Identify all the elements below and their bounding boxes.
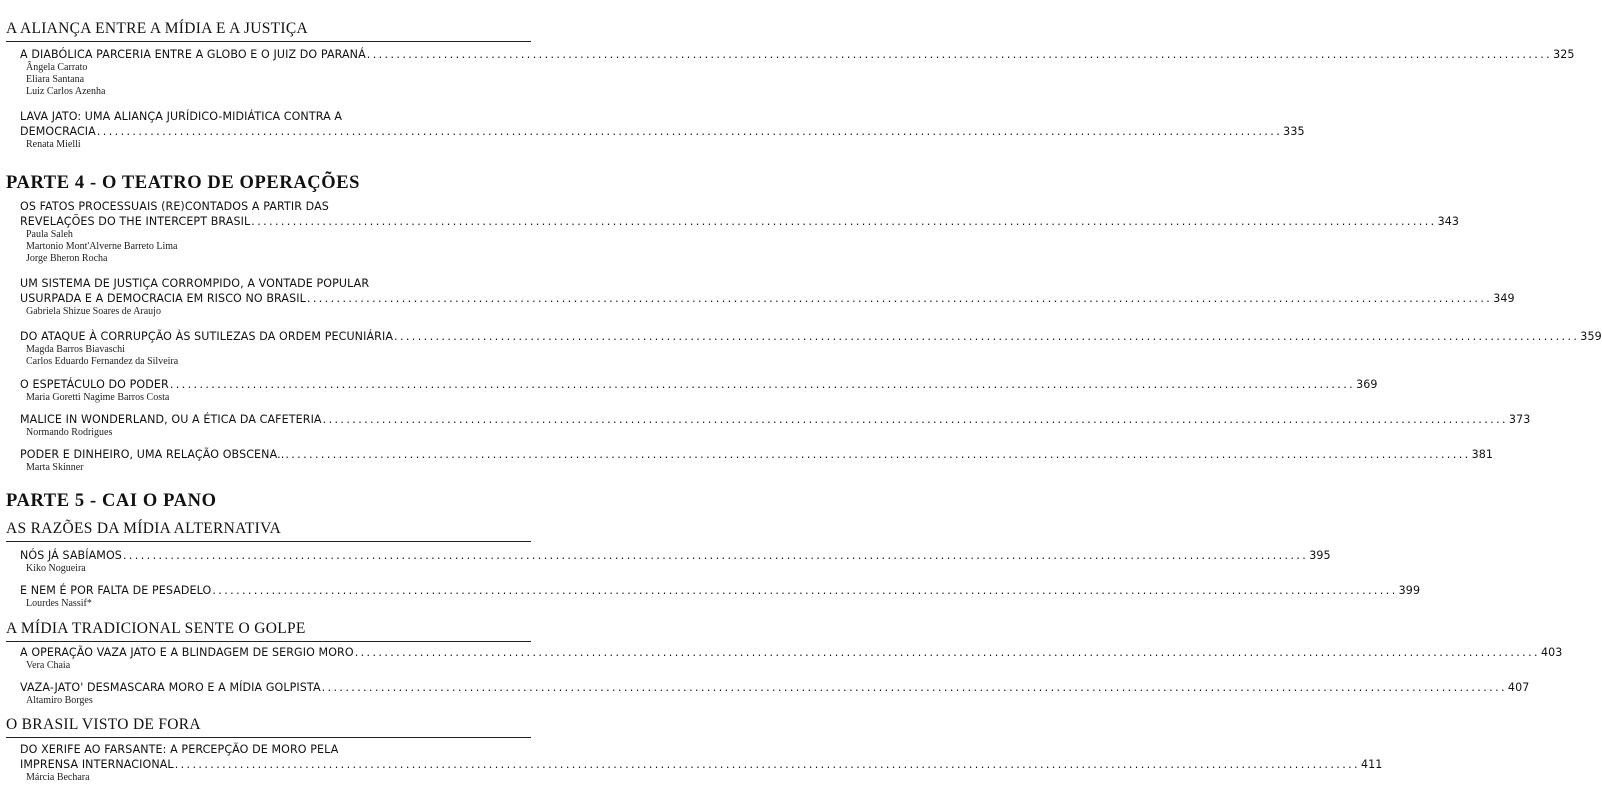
dot-leader: ........................................................................................................................................................................................................ — [394, 330, 1580, 343]
dot-leader: ........................................................................................................................................................................................................ — [96, 125, 1283, 138]
entry-title-line — [20, 377, 1378, 392]
entry-title-line — [20, 199, 525, 214]
toc-entry[interactable] — [20, 276, 1515, 318]
page-number: 349 — [1493, 292, 1515, 305]
entry-title-line — [20, 447, 1494, 462]
entry-title-line — [20, 124, 1305, 139]
entry-title: DEMOCRACIA — [20, 125, 96, 138]
section-heading — [6, 20, 531, 38]
entry-author: Paula Saleh — [26, 229, 73, 240]
section-heading — [6, 620, 531, 638]
page-number: 359 — [1580, 330, 1602, 343]
toc-entry[interactable] — [20, 377, 1378, 404]
page-number: 373 — [1508, 413, 1531, 426]
dot-leader: ........................................................................................................................................................................................................ — [174, 758, 1360, 771]
section-underline — [6, 641, 531, 642]
entry-author: Maria Goretti Nagime Barros Costa — [26, 392, 170, 403]
entry-author: Luiz Carlos Azenha — [26, 86, 106, 98]
dot-leader: ........................................................................................................................................................................................................ — [321, 681, 1507, 694]
entry-author: Eliara Santana — [26, 74, 85, 86]
toc-entry[interactable] — [20, 109, 1305, 151]
entry-author: Ângela Carrato — [26, 62, 88, 73]
dot-leader: ........................................................................................................................................................................................................ — [169, 378, 1356, 391]
page-number: 407 — [1507, 681, 1530, 694]
entry-author: Kiko Nogueira — [26, 563, 86, 574]
toc-entry[interactable] — [20, 447, 1494, 474]
entry-title-line — [20, 680, 1530, 695]
toc-entry[interactable] — [20, 199, 1460, 266]
toc-entry[interactable] — [20, 412, 1531, 439]
toc-entry[interactable] — [20, 47, 1575, 99]
entry-title: A OPERAÇÃO VAZA JATO E A BLINDAGEM DE SERGIO MORO — [20, 646, 354, 659]
toc-entry[interactable] — [20, 583, 1421, 610]
entry-title-line — [20, 742, 525, 757]
entry-title: O ESPETÁCULO DO PODER — [20, 378, 169, 391]
entry-title: NÓS JÁ SABÍAMOS — [20, 549, 122, 562]
entry-title: PODER E DINHEIRO, UMA RELAÇÃO OBSCENA.. — [20, 448, 285, 461]
entry-title: DO XERIFE AO FARSANTE: A PERCEPÇÃO DE MORO PELA — [20, 743, 339, 756]
entry-author: Magda Barros Biavaschi — [26, 344, 125, 355]
entry-title-line — [20, 329, 1602, 344]
section-title: O BRASIL VISTO DE FORA — [6, 716, 201, 733]
dot-leader: ........................................................................................................................................................................................................ — [354, 646, 1540, 659]
section-underline — [6, 541, 531, 542]
section-underline — [6, 737, 531, 738]
entry-author: Márcia Bechara — [26, 772, 90, 783]
page-number: 369 — [1356, 378, 1378, 391]
page-number: 399 — [1398, 584, 1421, 597]
toc-entry[interactable] — [20, 329, 1602, 368]
entry-title-line — [20, 412, 1531, 427]
entry-title-line — [20, 645, 1563, 660]
entry-author: Carlos Eduardo Fernandez da Silveira — [26, 356, 179, 368]
dot-leader: ........................................................................................................................................................................................................ — [322, 413, 1508, 426]
dot-leader: ........................................................................................................................................................................................................ — [366, 48, 1553, 61]
entry-author: Jorge Bheron Rocha — [26, 253, 108, 265]
dot-leader: ........................................................................................................................................................................................................ — [212, 584, 1398, 597]
entry-title-line — [20, 291, 1515, 306]
dot-leader: ........................................................................................................................................................................................................ — [251, 215, 1437, 228]
entry-title: DO ATAQUE À CORRUPÇÃO ÀS SUTILEZAS DA ORDEM PECUNIÁRIA — [20, 330, 394, 343]
toc-entry[interactable] — [20, 548, 1331, 575]
entry-title: IMPRENSA INTERNACIONAL — [20, 758, 174, 771]
page-number: 335 — [1283, 125, 1305, 138]
entry-title-line — [20, 757, 1383, 772]
entry-title: UM SISTEMA DE JUSTIÇA CORROMPIDO, A VONTADE POPULAR — [20, 277, 370, 290]
part-heading: PARTE 4 - O TEATRO DE OPERAÇÕES — [6, 173, 361, 193]
dot-leader: ........................................................................................................................................................................................................ — [285, 448, 1471, 461]
entry-title: VAZA-JATO' DESMASCARA MORO E A MÍDIA GOLPISTA — [20, 681, 321, 694]
section-title: A ALIANÇA ENTRE A MÍDIA E A JUSTIÇA — [6, 20, 309, 37]
entry-title: USURPADA E A DEMOCRACIA EM RISCO NO BRASIL — [20, 292, 306, 305]
entry-author: Marta Skinner — [26, 462, 84, 473]
section-heading — [6, 520, 531, 538]
toc-entry[interactable] — [20, 742, 1383, 784]
entry-author: Altamiro Borges — [26, 695, 93, 706]
dot-leader: ........................................................................................................................................................................................................ — [306, 292, 1493, 305]
entry-title: OS FATOS PROCESSUAIS (RE)CONTADOS A PARTIR DAS — [20, 200, 329, 213]
entry-title: E NEM É POR FALTA DE PESADELO — [20, 584, 212, 597]
page-number: 381 — [1471, 448, 1494, 461]
entry-title-line — [20, 214, 1460, 229]
section-title: A MÍDIA TRADICIONAL SENTE O GOLPE — [6, 620, 306, 637]
entry-author: Martonio Mont'Alverne Barreto Lima — [26, 241, 178, 253]
entry-title-line — [20, 583, 1421, 598]
entry-author: Vera Chaia — [26, 660, 71, 671]
section-underline — [6, 41, 531, 42]
entry-title: A DIABÓLICA PARCERIA ENTRE A GLOBO E O JUIZ DO PARANÁ — [20, 48, 366, 61]
entry-title: MALICE IN WONDERLAND, OU A ÉTICA DA CAFETERIA — [20, 413, 322, 426]
page-number: 325 — [1553, 48, 1575, 61]
section-title: AS RAZÕES DA MÍDIA ALTERNATIVA — [6, 520, 282, 537]
entry-author: Renata Mielli — [26, 139, 81, 150]
entry-author: Normando Rodrigues — [26, 427, 113, 438]
entry-title: REVELAÇÕES DO THE INTERCEPT BRASIL — [20, 215, 251, 228]
entry-title-line — [20, 548, 1331, 563]
entry-title-line — [20, 109, 525, 124]
page-number: 395 — [1309, 549, 1331, 562]
entry-author: Lourdes Nassif* — [26, 598, 92, 609]
entry-title-line — [20, 47, 1575, 62]
entry-title: LAVA JATO: UMA ALIANÇA JURÍDICO-MIDIÁTICA CONTRA A — [20, 110, 343, 123]
entry-title-line — [20, 276, 525, 291]
page-number: 403 — [1540, 646, 1563, 659]
toc-entry[interactable] — [20, 645, 1563, 672]
part-heading: PARTE 5 - CAI O PANO — [6, 491, 217, 511]
toc-entry[interactable] — [20, 680, 1530, 707]
entry-author: Gabriela Shizue Soares de Araujo — [26, 306, 161, 317]
page-number: 411 — [1360, 758, 1383, 771]
dot-leader: ........................................................................................................................................................................................................ — [122, 549, 1309, 562]
page-number: 343 — [1437, 215, 1460, 228]
section-heading — [6, 716, 531, 734]
